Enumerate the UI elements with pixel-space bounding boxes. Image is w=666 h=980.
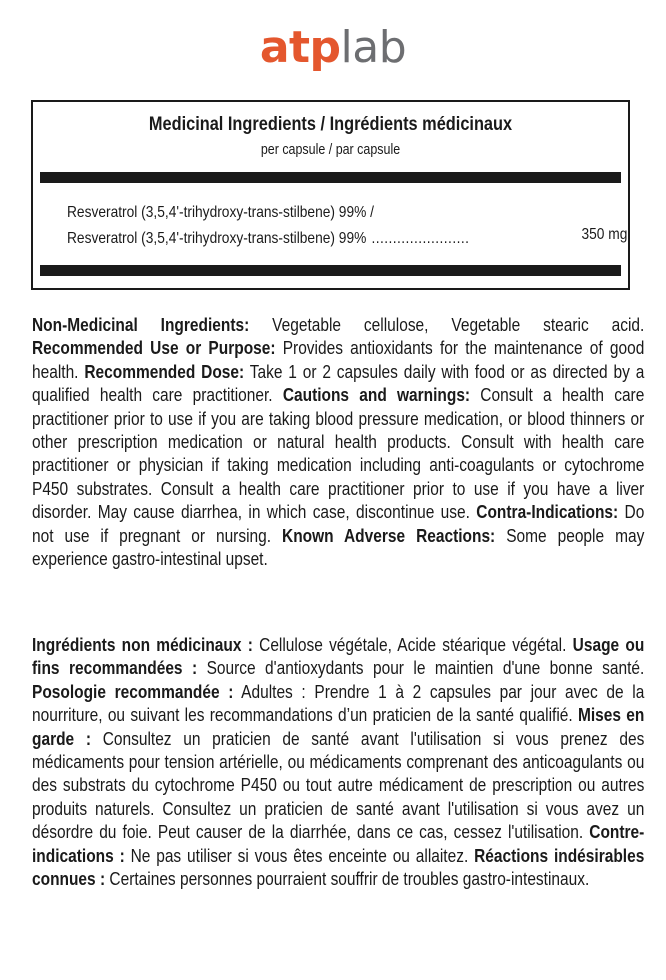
en-cautions-label: Cautions and warnings:	[282, 385, 471, 406]
fr-dose-text: Adultes : Prendre 1 à 2 capsules par jour avec de la nourriture, ou suivant les recommandations d’un praticien de la santé qualifié.	[32, 681, 645, 726]
bottom-divider-bar	[40, 265, 621, 276]
fr-non-medicinal-text: Cellulose végétale, Acide stéarique végétal.	[252, 635, 573, 655]
fr-use-label: Usage ou fins recommandées :	[32, 635, 645, 679]
en-dose-label: Recommended Dose:	[84, 361, 245, 382]
fr-adverse-label: Réactions indésirables connues :	[32, 845, 645, 890]
fr-cautions-text: Consultez un praticien de santé avant l'utilisation si vous prenez des médicaments pour tension artérielle, ou médicaments comprenant des anticoagulants ou des substrats du cytochrome P450 ou tout autre médicament de prescription ou autres produits naturels. Consultez un praticien de santé avant l'utilisation si vous avez un désordre du foie. Peut causer de la diarrhée, dans ce cas, cessez l'utilisation.	[32, 728, 645, 843]
brand-logo	[0, 22, 666, 73]
fr-cautions-label: Mises en garde :	[32, 705, 645, 749]
fr-use-text: Source d'antioxydants pour le maintien d'une bonne santé.	[197, 658, 645, 679]
fr-contra-text: Ne pas utiliser si vous êtes enceinte ou allaitez.	[124, 845, 475, 866]
brand-logo-lab: lab	[340, 22, 407, 73]
ingredient-amount: 350 mg	[581, 226, 627, 243]
panel-subtitle: per capsule / par capsule	[260, 142, 401, 158]
french-label-text	[32, 634, 644, 891]
en-use-label: Recommended Use or Purpose:	[32, 338, 276, 359]
fr-contra-label: Contre-indications :	[32, 822, 645, 866]
top-divider-bar	[40, 172, 621, 183]
panel-title: Medicinal Ingredients / Ingrédients médicinaux	[148, 114, 513, 135]
leader-dots: .......................	[371, 230, 470, 247]
fr-non-medicinal-label: Ingrédients non médicinaux :	[32, 635, 253, 655]
fr-dose-label: Posologie recommandée :	[32, 681, 234, 702]
medicinal-ingredients-panel	[31, 100, 630, 290]
ingredient-line-english: Resveratrol (3,5,4'-trihydroxy-trans-stilbene) 99% /	[67, 204, 374, 221]
en-non-medicinal-label: Non-Medicinal Ingredients:	[32, 315, 250, 335]
en-contra-label: Contra-Indications:	[476, 502, 619, 523]
en-use-text: Provides antioxidants for the maintenance of good health.	[32, 338, 645, 382]
english-label-text	[32, 314, 644, 571]
en-dose-text: Take 1 or 2 capsules daily with food or as directed by a qualified health care practitioner.	[32, 361, 645, 406]
en-adverse-text: Some people may experience gastro-intestinal upset.	[32, 525, 645, 570]
en-cautions-text: Consult a health care practitioner prior to use if you are taking blood pressure medication, or blood thinners or other prescription medication or natural health products. Consult with health care practitioner or physician if taking medication including anti-coagulants or cytochrome P450 substrates. Consult a health care practitioner prior to use if you have a liver disorder. May cause diarrhea, in which case, discontinue use.	[32, 385, 645, 523]
ingredient-name-french: Resveratrol (3,5,4'-trihydroxy-trans-stilbene) 99%	[67, 230, 367, 247]
fr-adverse-text: Certaines personnes pourraient souffrir de troubles gastro-intestinaux.	[105, 869, 590, 890]
en-adverse-label: Known Adverse Reactions:	[282, 525, 496, 546]
en-contra-text: Do not use if pregnant or nursing.	[32, 502, 645, 546]
brand-logo-atp: atp	[259, 22, 341, 73]
en-non-medicinal-text: Vegetable cellulose, Vegetable stearic acid.	[249, 315, 645, 335]
ingredient-line-french	[67, 230, 469, 248]
